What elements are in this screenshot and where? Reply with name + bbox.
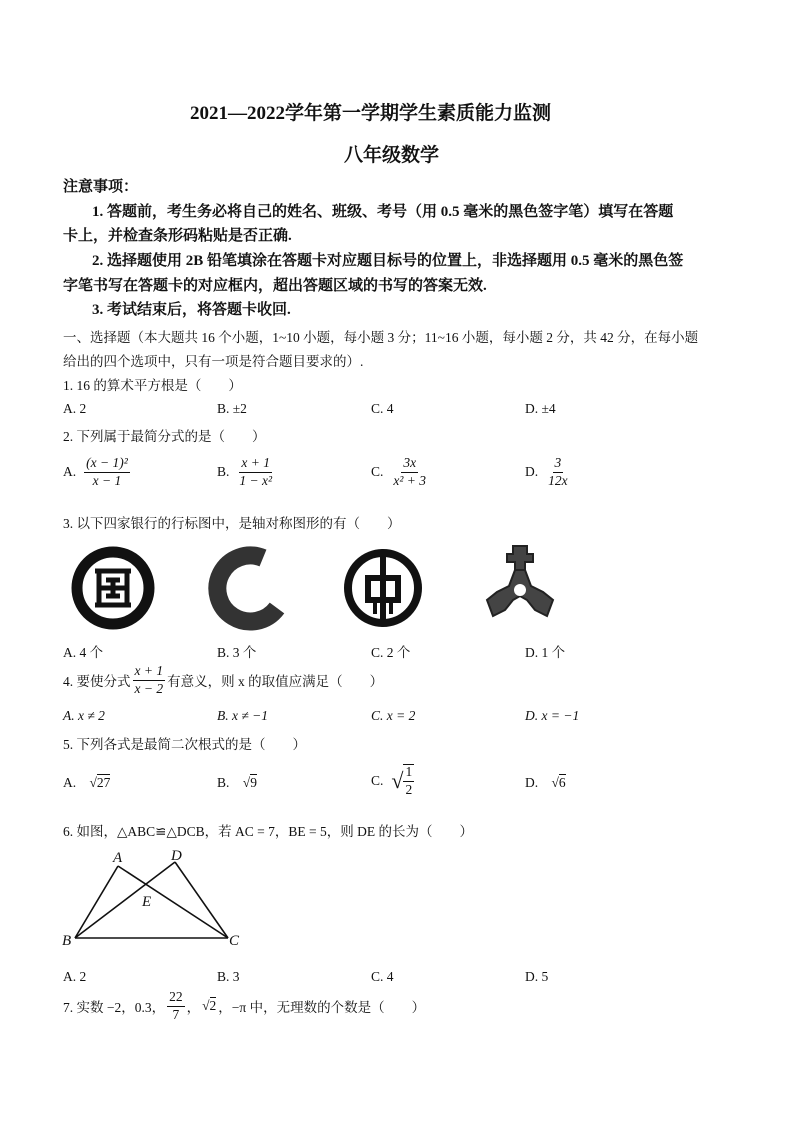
note-2b: 字笔书写在答题卡的对应框内，超出答题区域的书写的答案无效. bbox=[63, 278, 487, 294]
note-1a: 1. 答题前，考生务必将自己的姓名、班级、考号（用 0.5 毫米的黑色签字笔）填写在答题 bbox=[92, 204, 674, 220]
q7-stem-pre: 7. 实数 −2，0.3， bbox=[63, 1000, 166, 1016]
q5-option-c: C. √ $\frac{1}{2}$ bbox=[371, 764, 413, 797]
q3-option-c: C. 2 个 bbox=[371, 645, 411, 660]
q3-option-a: A. 4 个 bbox=[63, 645, 104, 660]
q5-option-b: B. √9 bbox=[217, 775, 257, 790]
section1-line1: 一、选择题（本大题共 16 个小题，1~10 小题，每小题 3 分；11~16 小题，每小题 2 分，共 42 分，在每小题 bbox=[63, 330, 699, 345]
q2-b-numerator: x + 1 bbox=[239, 456, 272, 473]
q2-a-denominator: x − 1 bbox=[92, 472, 122, 488]
q6-point-a-label: A bbox=[113, 850, 123, 866]
note-3: 3. 考试结束后，将答题卡收回. bbox=[92, 302, 291, 318]
bank-logo-ccb-icon bbox=[207, 546, 293, 632]
q1-option-c: C. 4 bbox=[371, 401, 394, 416]
q7-stem: 7. 实数 −2，0.3， $\frac{22}{7}$ ， √2 ，−π 中，无理数的个数是（ ） bbox=[63, 989, 426, 1022]
q5-c-numerator: 1 bbox=[403, 765, 414, 782]
q5-c-denominator: 2 bbox=[405, 781, 413, 797]
q2-d-denominator: 12x bbox=[548, 472, 568, 488]
q3-option-d: D. 1 个 bbox=[525, 645, 566, 660]
q2-option-a bbox=[63, 456, 130, 489]
q6-option-a: A. 2 bbox=[63, 969, 87, 984]
q5-d-label: D. bbox=[525, 775, 539, 790]
q6-point-d-label: D bbox=[171, 848, 182, 864]
q5-c-label: C. bbox=[371, 772, 384, 788]
q2-option-c bbox=[371, 456, 428, 489]
q1-stem: 1. 16 的算术平方根是（ ） bbox=[63, 378, 242, 393]
bank-logo-icbc-icon bbox=[69, 544, 157, 632]
q1-option-b: B. ±2 bbox=[217, 401, 247, 416]
q2-d-label: D. bbox=[525, 464, 539, 480]
q5-b-radicand: 9 bbox=[250, 775, 257, 790]
q4-stem-post: 有意义，则 x 的取值应满足（ ） bbox=[167, 674, 384, 690]
q6-option-b: B. 3 bbox=[217, 969, 240, 984]
q6-point-c-label: C bbox=[229, 933, 240, 949]
notes-heading: 注意事项： bbox=[63, 179, 139, 195]
q6-option-c: C. 4 bbox=[371, 969, 394, 984]
q7-frac-numerator: 22 bbox=[167, 990, 185, 1007]
segment-dc bbox=[175, 862, 228, 938]
q2-a-label: A. bbox=[63, 464, 77, 480]
q4-option-b: B. x ≠ −1 bbox=[217, 708, 269, 723]
q1-option-a: A. 2 bbox=[63, 401, 87, 416]
q4-stem bbox=[63, 664, 383, 697]
q2-b-label: B. bbox=[217, 464, 230, 480]
q5-b-label: B. bbox=[217, 775, 230, 790]
q5-d-radicand: 6 bbox=[558, 775, 566, 790]
q2-option-d bbox=[525, 456, 570, 489]
q4-option-c: C. x = 2 bbox=[371, 708, 416, 723]
page-subtitle: 八年级数学 bbox=[344, 145, 440, 166]
bank-logo-abc-icon bbox=[477, 540, 563, 626]
q6-option-d: D. 5 bbox=[525, 969, 549, 984]
q5-a-label: A. bbox=[63, 775, 77, 790]
note-2a: 2. 选择题使用 2B 铅笔填涂在答题卡对应题目标号的位置上，非选择题用 0.5 毫米的黑色签 bbox=[92, 253, 684, 269]
q3-stem: 3. 以下四家银行的行标图中，是轴对称图形的有（ ） bbox=[63, 516, 401, 531]
q4-option-a: A. x ≠ 2 bbox=[63, 708, 105, 723]
segment-ac bbox=[118, 866, 228, 938]
q2-c-denominator: x² + 3 bbox=[393, 472, 427, 488]
q5-stem: 5. 下列各式是最简二次根式的是（ ） bbox=[63, 737, 306, 752]
q7-stem-post: ，−π 中，无理数的个数是（ ） bbox=[218, 1000, 426, 1016]
segment-bd bbox=[75, 862, 175, 938]
q1-option-d: D. ±4 bbox=[525, 401, 556, 416]
page-title: 2021—2022学年第一学期学生素质能力监测 bbox=[190, 103, 552, 124]
q4-frac-denominator: x − 2 bbox=[134, 680, 164, 696]
q5-a-radicand: 27 bbox=[96, 775, 111, 790]
section1-line2: 给出的四个选项中，只有一项是符合题目要求的）. bbox=[63, 354, 364, 369]
bank-logo-boc-icon bbox=[338, 542, 428, 632]
q2-option-b bbox=[217, 456, 274, 489]
q2-c-label: C. bbox=[371, 464, 384, 480]
segment-ba bbox=[75, 866, 118, 938]
note-1b: 卡上，并检查条形码粘贴是否正确. bbox=[63, 228, 292, 244]
q2-c-numerator: 3x bbox=[401, 456, 418, 473]
q2-b-denominator: 1 − x² bbox=[239, 472, 273, 488]
q4-stem-pre: 4. 要使分式 bbox=[63, 674, 131, 690]
q3-option-b: B. 3 个 bbox=[217, 645, 257, 660]
q6-point-b-label: B bbox=[62, 933, 72, 949]
q4-option-d: D. x = −1 bbox=[525, 708, 580, 723]
q4-frac-numerator: x + 1 bbox=[133, 664, 166, 681]
q2-a-numerator: (x − 1)² bbox=[84, 456, 130, 473]
q7-frac-denominator: 7 bbox=[172, 1006, 180, 1022]
q5-option-d: D. √6 bbox=[525, 775, 566, 790]
q5-option-a: A. √27 bbox=[63, 775, 111, 790]
q7-stem-mid: ， bbox=[186, 1000, 201, 1016]
q6-triangle-diagram bbox=[60, 846, 250, 954]
q6-stem: 6. 如图，△ABC≌△DCB，若 AC = 7，BE = 5，则 DE 的长为（ ） bbox=[63, 824, 473, 839]
q2-d-numerator: 3 bbox=[553, 456, 564, 473]
q6-point-e-label: E bbox=[142, 894, 152, 910]
q7-root-radicand: 2 bbox=[209, 998, 217, 1014]
q2-stem: 2. 下列属于最简分式的是（ ） bbox=[63, 429, 266, 444]
